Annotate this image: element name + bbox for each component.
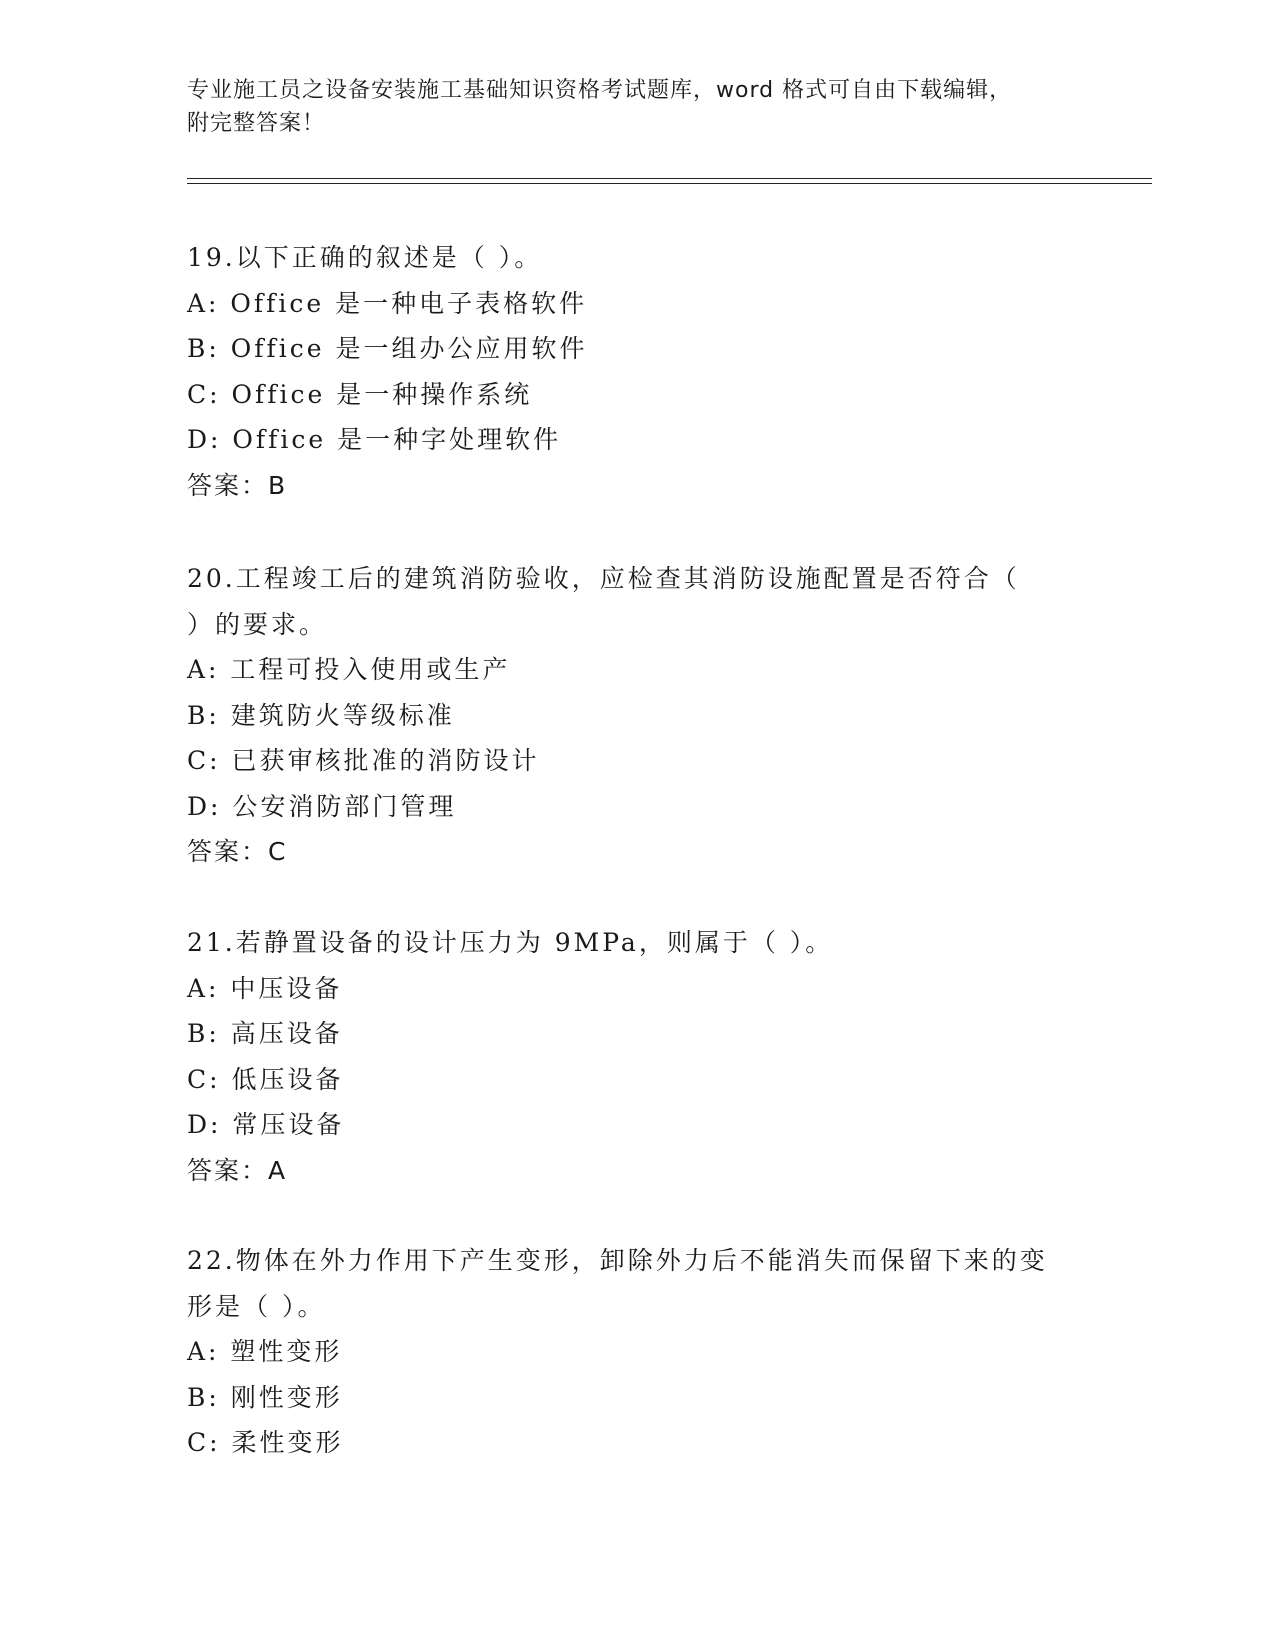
question-22 [187,1238,1087,1466]
answer: 答案：C [187,837,288,866]
question-20 [187,556,1087,875]
option-a: A: 塑性变形 [187,1337,343,1366]
answer: 答案：B [187,470,288,500]
answer: 答案：A [187,1155,288,1185]
option-c: C: 柔性变形 [187,1428,344,1457]
option-d: D: 常压设备 [187,1110,345,1139]
question-stem: 19.以下正确的叙述是（ ）。 [187,243,543,272]
question-stem-continued: 形是（ ）。 [187,1291,326,1321]
option-b: B: 建筑防火等级标准 [187,700,455,730]
option-c: C: 低压设备 [187,1064,344,1094]
header-line-2: 附完整答案！ [187,111,326,136]
option-d: D: Office 是一种字处理软件 [187,425,562,454]
question-stem: 20.工程竣工后的建筑消防验收，应检查其消防设施配置是否符合（ [187,564,1020,593]
question-stem: 21.若静置设备的设计压力为 9MPa，则属于（ ）。 [187,928,834,957]
document-header [187,74,1067,140]
option-d: D: 公安消防部门管理 [187,791,457,821]
option-b: B: 高压设备 [187,1019,343,1048]
option-a: A: 工程可投入使用或生产 [187,655,511,684]
option-c: C: 已获审核批准的消防设计 [187,746,540,775]
header-divider-bottom [187,183,1152,184]
option-a: A: Office 是一种电子表格软件 [187,288,588,318]
option-c: C: Office 是一种操作系统 [187,379,533,409]
option-b: B: 刚性变形 [187,1382,343,1412]
question-21 [187,920,1087,1193]
header-line-1: 专业施工员之设备安装施工基础知识资格考试题库，word 格式可自由下载编辑， [187,78,1013,103]
question-stem: 22.物体在外力作用下产生变形，卸除外力后不能消失而保留下来的变 [187,1246,1048,1275]
header-divider-top [187,178,1152,179]
option-a: A: 中压设备 [187,973,343,1003]
question-19 [187,235,1087,508]
option-b: B: Office 是一组办公应用软件 [187,334,588,363]
question-stem-continued: ）的要求。 [187,609,328,639]
